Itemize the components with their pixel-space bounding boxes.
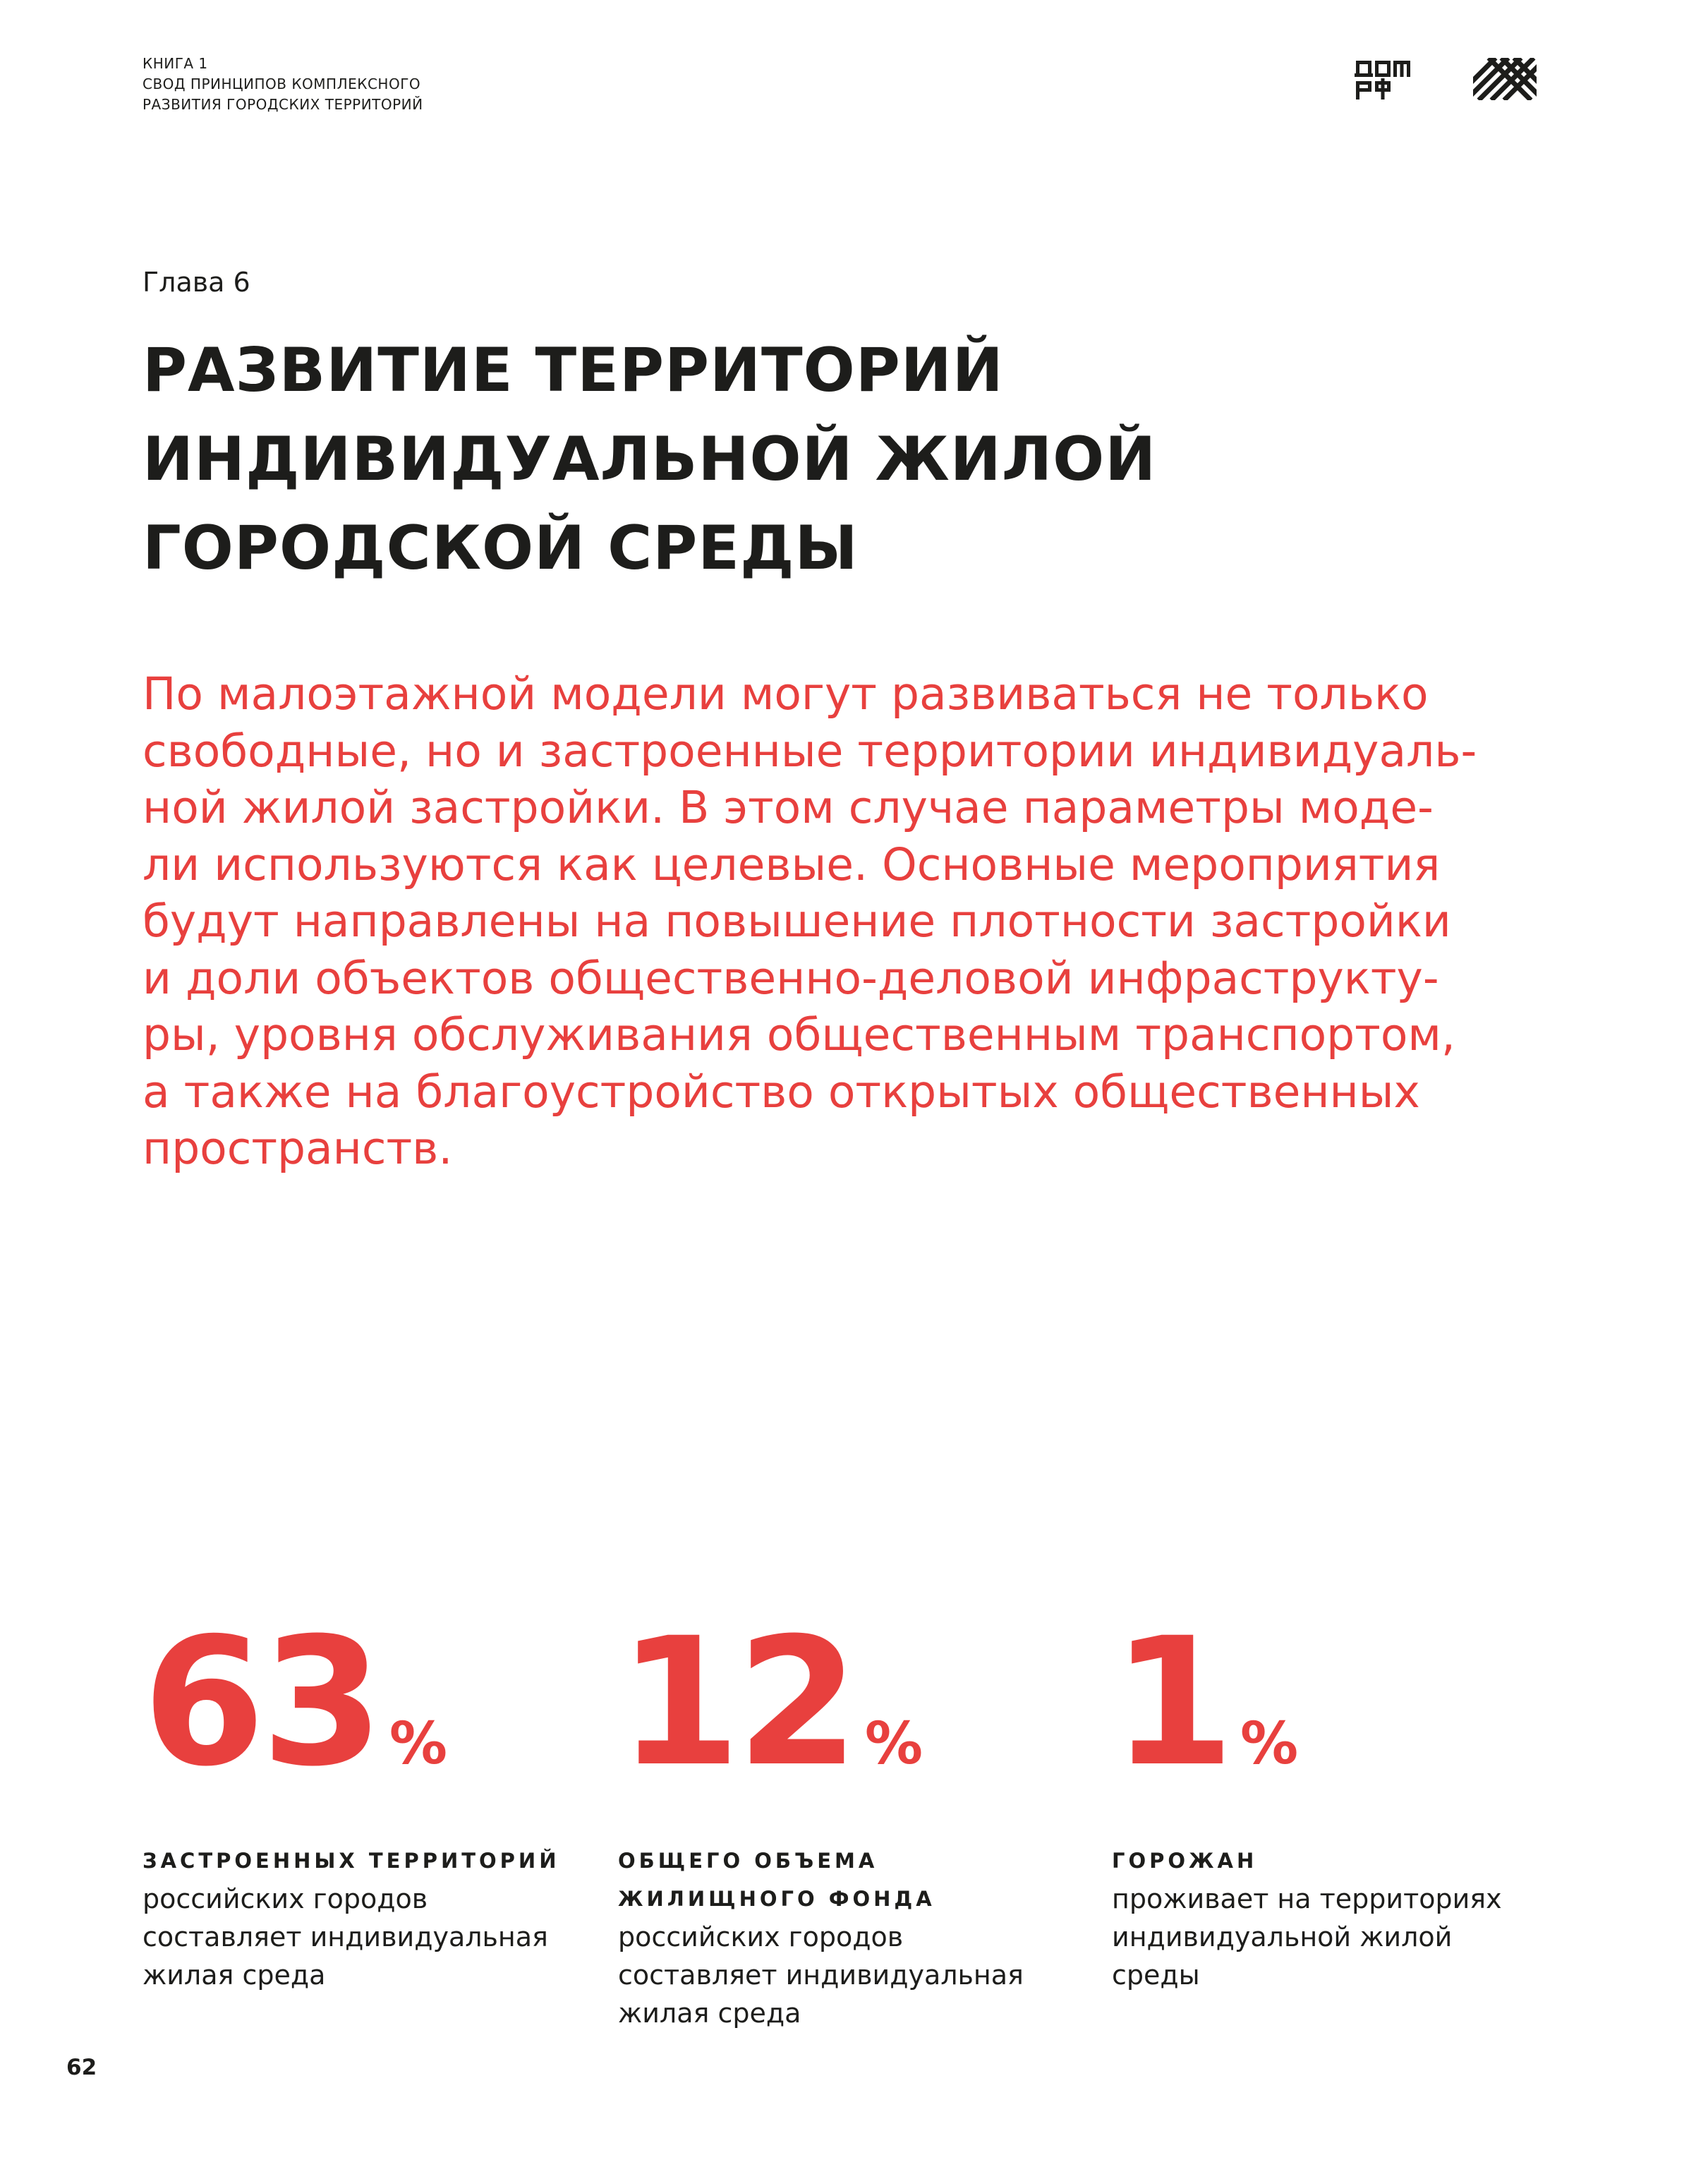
- stat-caption-text: российских городов: [618, 1921, 904, 1952]
- stat-caption: [143, 1842, 559, 1994]
- stat-value: 1: [1112, 1600, 1230, 1805]
- stat-caption-text: составляет индивидуальная: [618, 1960, 1024, 1991]
- stat-unit: %: [864, 1710, 923, 1777]
- stat-block: [1112, 1600, 1502, 1991]
- stat-block: [618, 1600, 1024, 2029]
- lead-line: По малоэтажной модели могут развиваться не только: [143, 668, 1429, 720]
- stat-caption: [618, 1842, 1024, 2032]
- stat-unit: %: [1240, 1710, 1299, 1777]
- stat-caption-text: индивидуальной жилой: [1112, 1921, 1453, 1952]
- lead-line: ли используются как целевые. Основные мероприятия: [143, 838, 1441, 891]
- stat-block: [143, 1600, 560, 1991]
- running-header-line: РАЗВИТИЯ ГОРОДСКИХ ТЕРРИТОРИЙ: [143, 96, 423, 113]
- stat-caption-text: российских городов: [143, 1883, 428, 1914]
- stat-caption-text: жилая среда: [618, 1998, 801, 2029]
- lead-line: ной жилой застройки. В этом случае параметры моде-: [143, 782, 1434, 833]
- running-header: [143, 54, 423, 115]
- stat-caption-heading: ОБЩЕГО ОБЪЕМА: [618, 1849, 878, 1873]
- stat-caption: [1112, 1842, 1502, 1994]
- dom-rf-logo: [1355, 56, 1411, 100]
- lead-line: а также на благоустройство открытых общественных: [143, 1066, 1420, 1118]
- running-header-line: СВОД ПРИНЦИПОВ КОМПЛЕКСНОГО: [143, 76, 421, 92]
- chapter-title-line: ИНДИВИДУАЛЬНОЙ ЖИЛОЙ: [143, 424, 1157, 495]
- stat-caption-text: среды: [1112, 1960, 1200, 1991]
- chapter-title: [143, 326, 1156, 593]
- chapter-title-line: ГОРОДСКОЙ СРЕДЫ: [143, 513, 859, 584]
- lead-line: свободные, но и застроенные территории индивидуаль-: [143, 725, 1477, 777]
- stat-figure: [618, 1600, 923, 1805]
- running-header-line: КНИГА 1: [143, 55, 208, 72]
- lead-line: пространств.: [143, 1123, 453, 1174]
- stat-caption-text: жилая среда: [143, 1960, 326, 1991]
- stat-value: 63: [143, 1600, 380, 1805]
- chapter-title-line: РАЗВИТИЕ ТЕРРИТОРИЙ: [143, 335, 1004, 406]
- page-number: 62: [66, 2055, 97, 2080]
- lead-line: ры, уровня обслуживания общественным транспортом,: [143, 1009, 1455, 1061]
- stat-value: 12: [618, 1600, 855, 1805]
- stat-figure: [143, 1600, 448, 1805]
- chapter-label: Глава 6: [143, 267, 250, 298]
- stat-figure: [1112, 1600, 1299, 1805]
- stat-caption-text: составляет индивидуальная: [143, 1921, 548, 1952]
- striped-square-logo: [1473, 58, 1537, 100]
- stat-caption-heading: ГОРОЖАН: [1112, 1849, 1258, 1873]
- stat-caption-text: проживает на территориях: [1112, 1883, 1502, 1914]
- stat-caption-heading: ЗАСТРОЕННЫХ ТЕРРИТОРИЙ: [143, 1849, 560, 1873]
- lead-paragraph: [143, 666, 1553, 1178]
- lead-line: будут направлены на повышение плотности застройки: [143, 895, 1451, 947]
- stat-unit: %: [389, 1710, 448, 1777]
- stat-caption-heading: ЖИЛИЩНОГО ФОНДА: [618, 1887, 935, 1911]
- lead-line: и доли объектов общественно-деловой инфраструкту-: [143, 952, 1439, 1004]
